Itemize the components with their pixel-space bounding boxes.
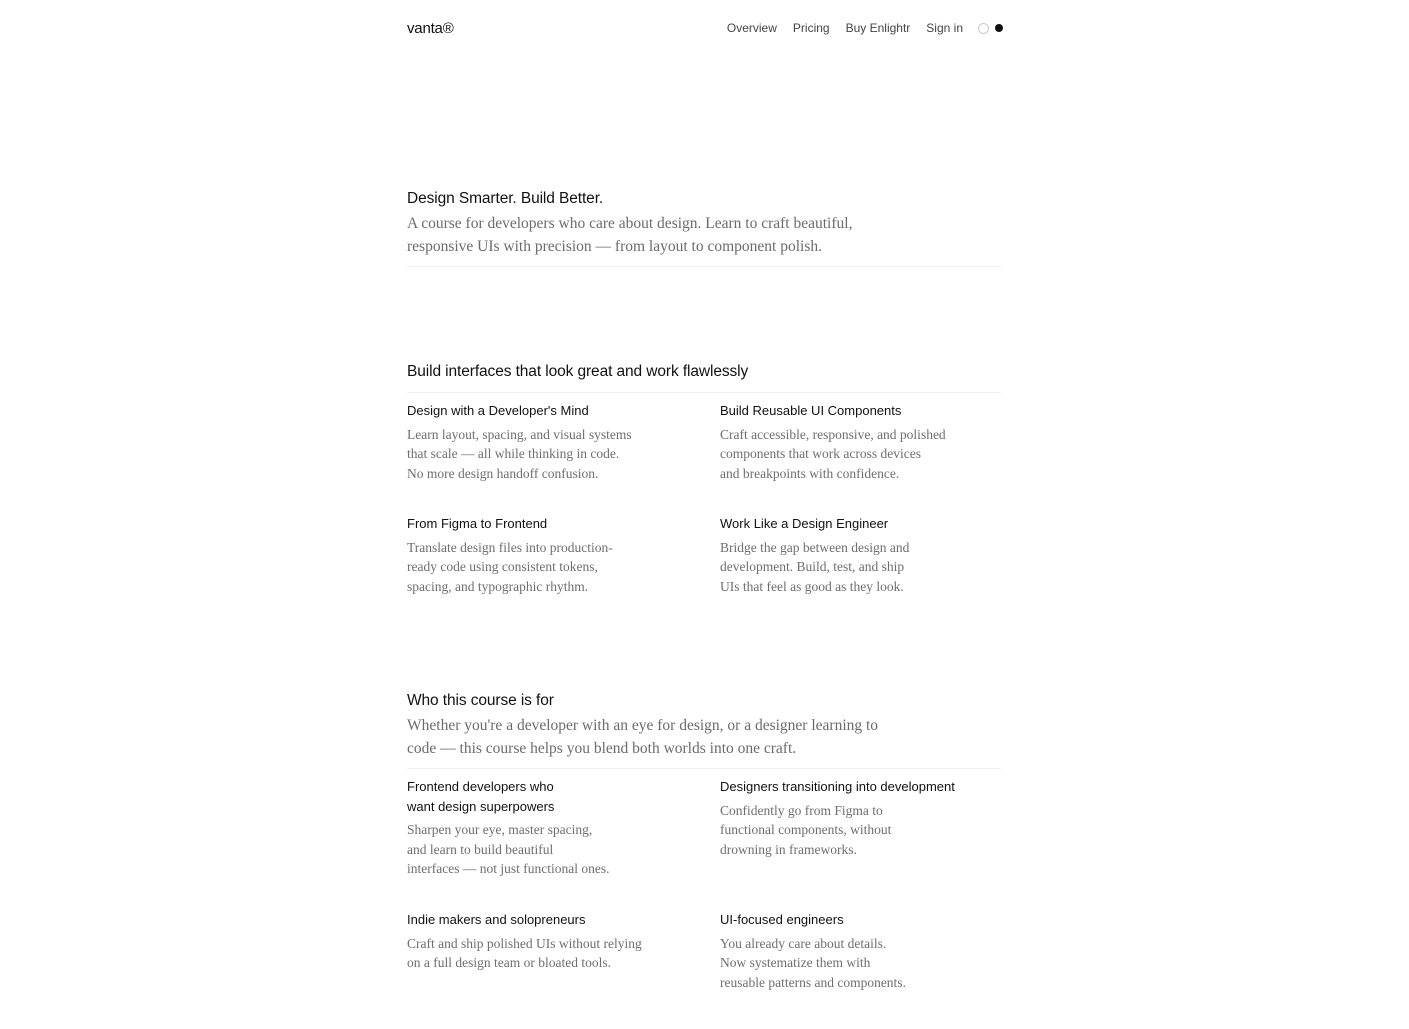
audience-card-body: Confidently go from Figma to functional components, without drowning in frameworks. — [720, 802, 892, 857]
feature-card — [407, 401, 697, 483]
divider — [407, 392, 1001, 393]
top-nav — [727, 21, 1003, 35]
audience-card-body: You already care about details. Now systematize them with reusable patterns and components. — [720, 935, 906, 990]
dark-theme-dot-icon[interactable] — [995, 24, 1003, 32]
divider — [407, 768, 1001, 769]
nav-pricing[interactable]: Pricing — [792, 21, 830, 35]
nav-sign-in[interactable]: Sign in — [926, 21, 963, 35]
feature-card-body: Learn layout, spacing, and visual systems that scale — all while thinking in code. No more design handoff confusion. — [407, 426, 632, 481]
feature-card-body: Bridge the gap between design and development. Build, test, and ship UIs that feel as good as they look. — [720, 539, 910, 594]
hero-section — [407, 190, 1001, 258]
feature-card — [407, 514, 697, 596]
nav-overview[interactable]: Overview — [726, 21, 777, 35]
audience-card-title: Designers transitioning into development — [720, 779, 955, 794]
feature-card-title: Work Like a Design Engineer — [720, 516, 889, 531]
audience-section — [407, 692, 1001, 760]
feature-card-title: From Figma to Frontend — [407, 516, 548, 531]
audience-card-title: Indie makers and solopreneurs — [407, 912, 586, 927]
audience-title: Who this course is for — [407, 692, 554, 709]
audience-card-body: Sharpen your eye, master spacing, and learn to build beautiful interfaces — not just functional ones. — [407, 822, 610, 876]
feature-card-body: Craft accessible, responsive, and polished components that work across devices and breakpoints with confidence. — [720, 426, 946, 481]
feature-card-body: Translate design files into production- ready code using consistent tokens, spacing, and typographic rhythm. — [407, 539, 613, 594]
audience-lead: Whether you're a developer with an eye for design, or a designer learning to code — this course helps you blend both worlds into one craft. — [407, 717, 879, 757]
feature-card-title: Design with a Developer's Mind — [407, 403, 589, 418]
audience-card — [720, 777, 1010, 859]
divider — [407, 266, 1001, 267]
feature-card — [720, 514, 1010, 596]
audience-card-title: Frontend developers who want design superpowers — [407, 779, 555, 814]
nav-buy-enlightr[interactable]: Buy Enlightr — [845, 21, 911, 35]
audience-card-body: Craft and ship polished UIs without relying on a full design team or bloated tools. — [407, 935, 642, 970]
light-theme-dot-icon[interactable] — [978, 23, 989, 34]
audience-card — [407, 777, 697, 879]
audience-card — [720, 910, 1010, 992]
feature-card-title: Build Reusable UI Components — [720, 403, 902, 418]
theme-toggle — [978, 23, 1003, 34]
features-title: Build interfaces that look great and work flawlessly — [407, 363, 749, 380]
hero-lead: A course for developers who care about design. Learn to craft beautiful, responsive UIs with precision — from layout to component polish. — [407, 215, 853, 255]
feature-card — [720, 401, 1010, 483]
hero-title: Design Smarter. Build Better. — [407, 190, 604, 207]
site-header — [407, 14, 1003, 42]
audience-card — [407, 910, 697, 973]
brand-logo[interactable]: vanta® — [407, 19, 454, 37]
audience-card-title: UI-focused engineers — [720, 912, 844, 927]
